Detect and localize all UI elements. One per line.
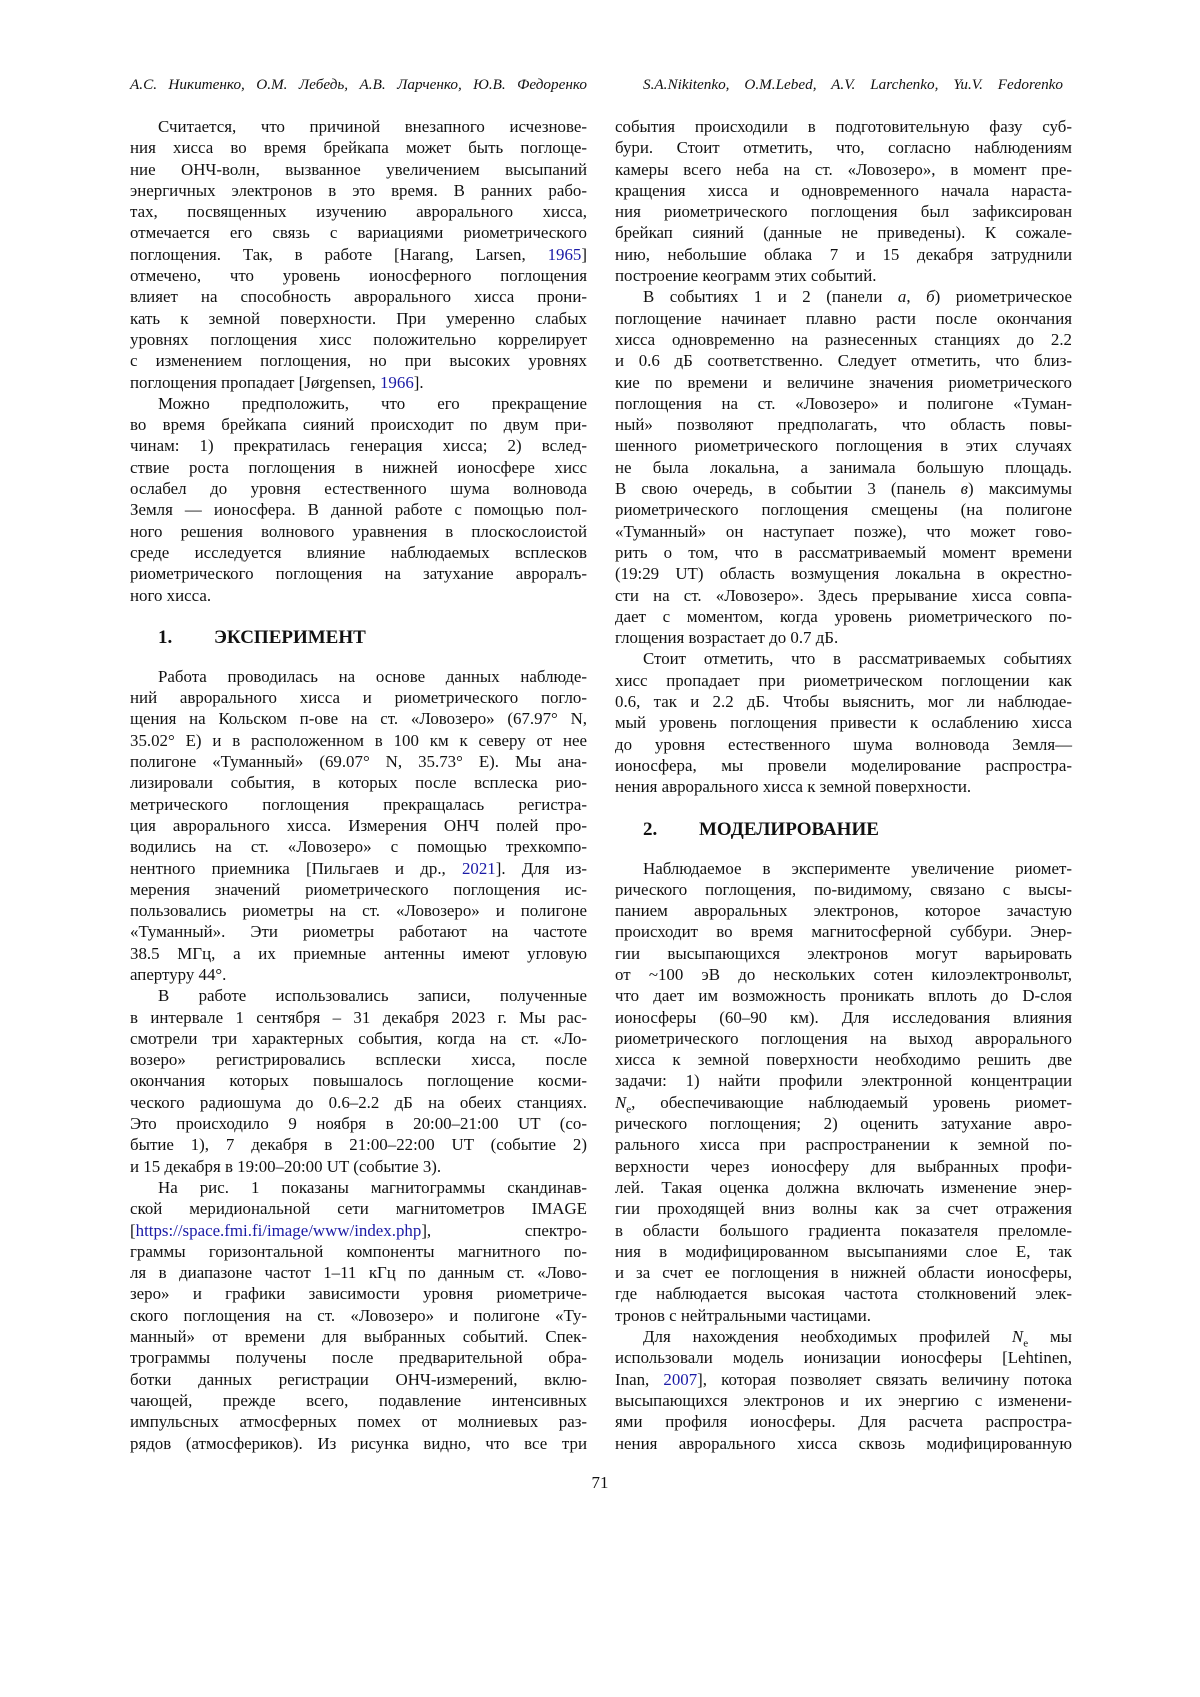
running-header-authors-ru: А.С. Никитенко, О.М. Лебедь, А.В. Ларченко, Ю.В. Федоренко [130, 76, 587, 94]
text-segment: В событиях 1 и 2 (панели [643, 287, 898, 306]
text-line: кать к земной поверхности. При умеренно слабых [130, 308, 587, 329]
text-line: влияет на способность аврорального хисса прони- [130, 286, 587, 307]
text-line: бури. Стоит отметить, что, согласно наблюдениям [615, 137, 1072, 158]
citation-link[interactable]: https://space.fmi.fi/image/www/index.php [136, 1221, 422, 1240]
text-line: сти на ст. «Ловозеро». Здесь прерывание хисса совпа- [615, 585, 1072, 606]
text-line: импульсных атмосферных помех от молниевых раз- [130, 1411, 587, 1432]
text-line: чающей, прежде всего, подавление интенсивных [130, 1390, 587, 1411]
text-segment: ]. Для из- [496, 859, 587, 878]
text-line: «Туманный» он наступает позже), что может гово- [615, 521, 1072, 542]
paragraph [615, 286, 1072, 648]
section-heading [130, 621, 587, 655]
text-line: тронов с нейтральными частицами. [615, 1305, 1072, 1326]
text-line [130, 858, 587, 879]
paragraph [615, 648, 1072, 797]
text-line: ствие роста поглощения в нижней ионосфере хисс [130, 457, 587, 478]
section-heading [615, 813, 1072, 847]
text-line: нию, небольшие облака 7 и 15 декабря затруднили [615, 244, 1072, 265]
text-line: гии высыпающихся электронов могут варьировать [615, 943, 1072, 964]
text-line: происходит во время магнитосферной суббури. Энер- [615, 921, 1072, 942]
text-line: хисс пропадает при риометрическом поглощении как [615, 670, 1072, 691]
text-line: что дает им возможность проникать вплоть до D-слоя [615, 985, 1072, 1006]
text-line: от ~100 эВ до нескольких сотен килоэлектронвольт, [615, 964, 1072, 985]
text-line: (19:29 UT) область возмущения локальна в окрестно- [615, 563, 1072, 584]
text-line: риометрического поглощения на выход аврорального [615, 1028, 1072, 1049]
text-line: камеры всего неба на ст. «Ловозеро», в момент пре- [615, 159, 1072, 180]
text-segment: Inan, [615, 1370, 663, 1389]
text-line: зеро» и графики зависимости уровня риометриче- [130, 1283, 587, 1304]
text-line [130, 244, 587, 265]
text-line: водились на ст. «Ловозеро» с помощью трехкомпо- [130, 836, 587, 857]
section-title: МОДЕЛИРОВАНИЕ [699, 819, 879, 840]
text-line: брейкап сияний (данные не приведены). К сожале- [615, 222, 1072, 243]
italic-text: б [926, 287, 935, 306]
text-line: чинам: 1) прекратилась генерация хисса; 2) вслед- [130, 435, 587, 456]
text-line [615, 286, 1072, 307]
text-line [130, 372, 587, 393]
text-line: Стоит отметить, что в рассматриваемых событиях [615, 648, 1072, 669]
text-line: ного решения волнового уравнения в плоскослоистой [130, 521, 587, 542]
text-line: «Туманный». Эти риометры работают на частоте [130, 921, 587, 942]
italic-text: в [961, 479, 968, 498]
text-line: лизировали события, в которых после всплеска рио- [130, 772, 587, 793]
text-line: граммы горизонтальной компоненты магнитного по- [130, 1241, 587, 1262]
italic-text: а [898, 287, 906, 306]
text-line: смотрели три характерных события, когда на ст. «Ло- [130, 1028, 587, 1049]
paragraph [130, 666, 587, 985]
text-line: верхности через ионосферу для выбранных профи- [615, 1156, 1072, 1177]
text-line: где наблюдается высокая частота столкновений элек- [615, 1283, 1072, 1304]
paragraph [130, 393, 587, 606]
text-line: Земля — ионосфера. В данной работе с помощью пол- [130, 499, 587, 520]
text-line: ный» позволяют предполагать, что область повы- [615, 414, 1072, 435]
text-line: гии проходящей вниз волны как за счет отражения [615, 1198, 1072, 1219]
citation-link[interactable]: 1966 [380, 373, 414, 392]
running-header-authors-en: S.A.Nikitenko, O.M.Lebed, A.V. Larchenko, Yu.V. Fedorenko [643, 76, 1063, 94]
text-line: метрического поглощения прекращалась регистра- [130, 794, 587, 815]
text-line: Можно предположить, что его прекращение [130, 393, 587, 414]
text-line: нения аврорального хисса к земной поверхности. [615, 776, 1072, 797]
text-segment: ) максимумы [968, 479, 1072, 498]
paragraph [615, 858, 1072, 1327]
text-line: ля в диапазоне частот 1–11 кГц по данным ст. «Лово- [130, 1262, 587, 1283]
text-line: с изменением поглощения, но при высоких уровнях [130, 350, 587, 371]
text-segment: [ [130, 1221, 136, 1240]
text-segment: , обеспечивающие наблюдаемый уровень риомет- [631, 1093, 1072, 1112]
page-number: 71 [0, 1473, 1200, 1493]
text-line: мерения значений риометрического поглощения ис- [130, 879, 587, 900]
subscript: e [1023, 1337, 1028, 1349]
section-title: ЭКСПЕРИМЕНТ [214, 627, 366, 648]
text-line [615, 478, 1072, 499]
text-line: дает с моментом, когда уровень риометрического по- [615, 606, 1072, 627]
text-line [615, 1092, 1072, 1113]
text-line: рального хисса при распространении к земной по- [615, 1134, 1072, 1155]
text-segment: нентного приемника [Пильгаев и др., [130, 859, 462, 878]
section-number: 1. [130, 621, 214, 655]
text-line: и за счет ее поглощения в нижней области ионосферы, [615, 1262, 1072, 1283]
left-column [130, 116, 587, 1454]
text-line: высыпающихся электронов и их энергию с изменени- [615, 1390, 1072, 1411]
text-line: ями профиля ионосферы. Для расчета распростра- [615, 1411, 1072, 1432]
text-line: хисса к земной поверхности необходимо решить две [615, 1049, 1072, 1070]
text-line: Работа проводилась на основе данных наблюде- [130, 666, 587, 687]
text-line [615, 1326, 1072, 1347]
text-line: и 0.6 дБ соответственно. Следует отметить, что близ- [615, 350, 1072, 371]
italic-text: N [1012, 1327, 1023, 1346]
text-line: апертуру 44°. [130, 964, 587, 985]
text-line: 35.02° E) и в расположенном в 100 км к северу от нее [130, 730, 587, 751]
text-segment: ] [581, 245, 587, 264]
text-line: полигоне «Туманный» (69.07° N, 35.73° E). Мы ана- [130, 751, 587, 772]
text-segment: поглощения. Так, в работе [Harang, Larsen, [130, 245, 548, 264]
text-line: В работе использовались записи, полученные [130, 985, 587, 1006]
text-line: ния в модифицированном высыпаниями слое Е, так [615, 1241, 1072, 1262]
text-line: хисса одновременно на разнесенных станциях до 2.2 [615, 329, 1072, 350]
text-segment: Для нахождения необходимых профилей [643, 1327, 1012, 1346]
text-line: энергичных электронов в это время. В ранних рабо- [130, 180, 587, 201]
text-line: во время брейкапа сияний происходит по двум при- [130, 414, 587, 435]
text-line: в интервале 1 сентября – 31 декабря 2023 г. Мы рас- [130, 1007, 587, 1028]
text-line: ской меридиональной сети магнитометров IMAGE [130, 1198, 587, 1219]
paragraph [615, 1326, 1072, 1454]
text-line: рического поглощения; 2) оценить затухание авро- [615, 1113, 1072, 1134]
text-line: задачи: 1) найти профили электронной концентрации [615, 1070, 1072, 1091]
text-line: пользовались риометры на ст. «Ловозеро» и полигоне [130, 900, 587, 921]
text-line: события происходили в подготовительную фазу суб- [615, 116, 1072, 137]
text-line: манный» от времени для выбранных событий. Спек- [130, 1326, 587, 1347]
text-line [615, 1369, 1072, 1390]
text-line: в области большого градиента показателя преломле- [615, 1220, 1072, 1241]
text-line: рядов (атмосфериков). Из рисунка видно, что все три [130, 1433, 587, 1454]
citation-link[interactable]: 1965 [548, 245, 582, 264]
text-line: отмечено, что уровень ионосферного поглощения [130, 265, 587, 286]
text-line: ния хисса во время брейкапа может быть поглоще- [130, 137, 587, 158]
text-segment: ], которая позволяет связать величину потока [697, 1370, 1072, 1389]
text-line: ция аврорального хисса. Измерения ОНЧ полей про- [130, 815, 587, 836]
text-segment: ]. [414, 373, 424, 392]
text-line: поглощение начинает плавно расти после окончания [615, 308, 1072, 329]
text-line: не была локальна, а занимала большую площадь. [615, 457, 1072, 478]
text-line [130, 1220, 587, 1241]
text-line: трограммы получены после предварительной обра- [130, 1347, 587, 1368]
text-line: ослабел до уровня естественного шума волновода [130, 478, 587, 499]
citation-link[interactable]: 2007 [663, 1370, 697, 1389]
text-line: глощения возрастает до 0.7 дБ. [615, 627, 1072, 648]
italic-text: N [615, 1093, 626, 1112]
citation-link[interactable]: 2021 [462, 859, 496, 878]
text-line: кращения хисса и одновременного начала нараста- [615, 180, 1072, 201]
text-line: бытие 1), 7 декабря в 21:00–22:00 UT (событие 2) [130, 1134, 587, 1155]
paragraph [130, 116, 587, 393]
text-line: до уровня естественного шума волновода Земля— [615, 734, 1072, 755]
paragraph [615, 116, 1072, 286]
text-line: поглощения на ст. «Ловозеро» и полигоне «Туман- [615, 393, 1072, 414]
text-line: Наблюдаемое в эксперименте увеличение риомет- [615, 858, 1072, 879]
text-segment: ], спектро- [421, 1221, 587, 1240]
text-line: шенного риометрического поглощения в этих случаях [615, 435, 1072, 456]
text-segment: мы [1028, 1327, 1072, 1346]
text-line: нения аврорального хисса сквозь модифицированную [615, 1433, 1072, 1454]
text-line: Считается, что причиной внезапного исчезнове- [130, 116, 587, 137]
text-segment: поглощения пропадает [Jørgensen, [130, 373, 380, 392]
section-number: 2. [615, 813, 699, 847]
subscript: e [626, 1103, 631, 1115]
text-line: окончания которых повышалось поглощение косми- [130, 1070, 587, 1091]
text-line: рического поглощения, по-видимому, связано с высы- [615, 879, 1072, 900]
text-line: На рис. 1 показаны магнитограммы скандинав- [130, 1177, 587, 1198]
text-line: тах, посвященных изучению аврорального хисса, [130, 201, 587, 222]
text-line: ние ОНЧ-волн, вызванное увеличением высыпаний [130, 159, 587, 180]
text-line: и 15 декабря в 19:00–20:00 UT (событие 3). [130, 1156, 587, 1177]
text-segment: , [906, 287, 926, 306]
text-line: ного хисса. [130, 585, 587, 606]
text-line: уровнях поглощения хисс положительно коррелирует [130, 329, 587, 350]
text-line: ского поглощения на ст. «Ловозеро» и полигоне «Ту- [130, 1305, 587, 1326]
text-segment: В свою очередь, в событии 3 (панель [615, 479, 961, 498]
text-line: рить о том, что в рассматриваемый момент времени [615, 542, 1072, 563]
text-line: лей. Такая оценка должна включать изменение энер- [615, 1177, 1072, 1198]
text-line: риометрического поглощения смещены (на полигоне [615, 499, 1072, 520]
text-line: ний аврорального хисса и риометрического погло- [130, 687, 587, 708]
text-line: ческого радиошума до 0.6–2.2 дБ на обеих станциях. [130, 1092, 587, 1113]
text-line: 0.6, так и 2.2 дБ. Чтобы выяснить, мог ли наблюдае- [615, 691, 1072, 712]
text-line: мый уровень поглощения привести к ослаблению хисса [615, 712, 1072, 733]
right-column [615, 116, 1072, 1454]
text-line: панием авроральных электронов, которое зачастую [615, 900, 1072, 921]
text-line: возеро» регистрировались всплески хисса, после [130, 1049, 587, 1070]
text-line: построение кеограмм этих событий. [615, 265, 1072, 286]
text-line: риометрического поглощения на затухание авроралъ- [130, 563, 587, 584]
paragraph [130, 1177, 587, 1454]
text-line: ботки данных регистрации ОНЧ-измерений, вклю- [130, 1369, 587, 1390]
text-line: отмечается его связь с вариациями риометрического [130, 222, 587, 243]
text-line: ионосфера, мы провели моделирование распростра- [615, 755, 1072, 776]
text-line: щения на Кольском п-ове на ст. «Ловозеро» (67.97° N, [130, 708, 587, 729]
paragraph [130, 985, 587, 1177]
text-line: использовали модель ионизации ионосферы [Lehtinen, [615, 1347, 1072, 1368]
text-segment: ) риометрическое [935, 287, 1072, 306]
text-line: кие по времени и величине значения риометрического [615, 372, 1072, 393]
text-line: ния риометрического поглощения был зафиксирован [615, 201, 1072, 222]
text-line: Это происходило 9 ноября в 20:00–21:00 UT (со- [130, 1113, 587, 1134]
text-line: среде исследуется влияние наблюдаемых всплесков [130, 542, 587, 563]
text-line: ионосферы (60–90 км). Для исследования влияния [615, 1007, 1072, 1028]
text-line: 38.5 МГц, а их приемные антенны имеют угловую [130, 943, 587, 964]
